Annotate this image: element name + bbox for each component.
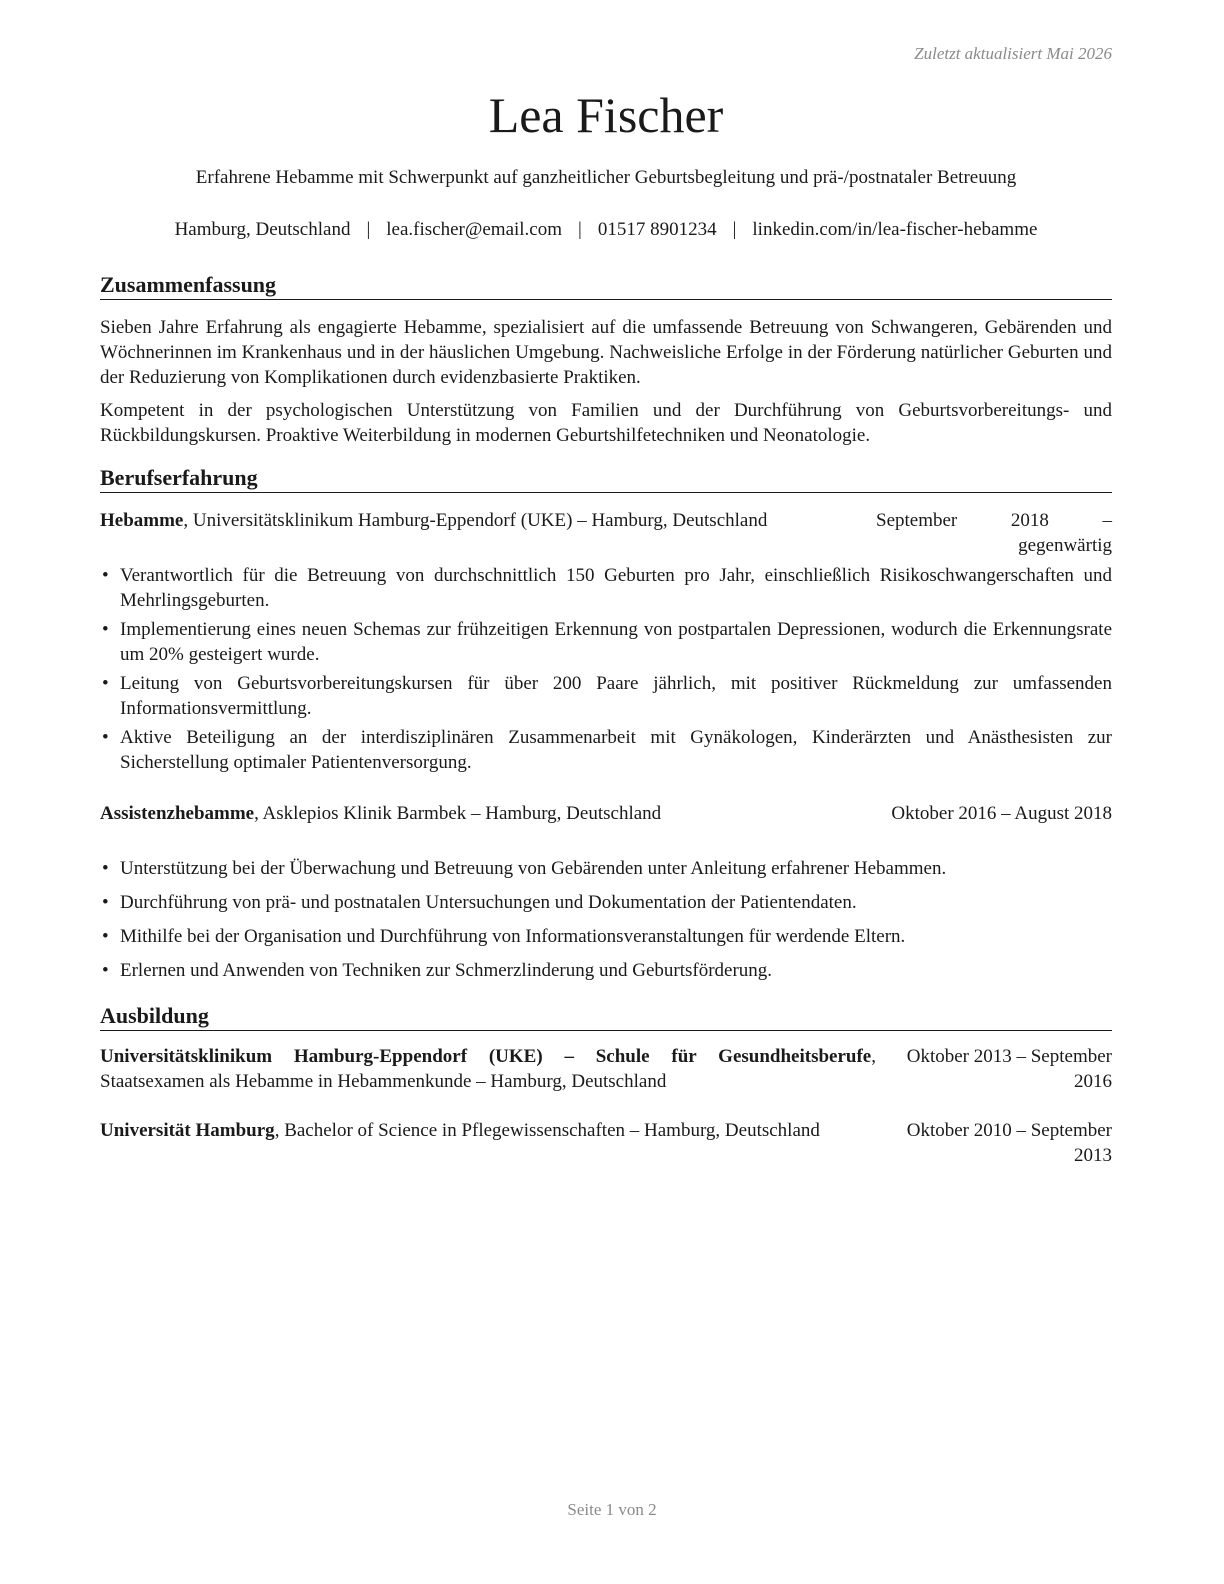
contact-email[interactable]: lea.fischer@email.com xyxy=(386,219,563,240)
job-role: Assistenzhebamme xyxy=(100,803,255,824)
list-item: • Leitung von Geburtsvorbereitungskursen für über 200 Paare jährlich, mit positiver Rückmeldung zur umfassenden Informationsvermittlung. xyxy=(100,671,1112,721)
list-item: • Verantwortlich für die Betreuung von durchschnittlich 150 Geburten pro Jahr, einschließlich Risikoschwangerschaften und Mehrlingsgeburten. xyxy=(100,563,1112,613)
summary-paragraph: Sieben Jahre Erfahrung als engagierte Hebamme, spezialisiert auf die umfassende Betreuung von Schwangeren, Gebärenden und Wöchnerinnen im Krankenhaus und in der häuslichen Umgebung. Nachweisliche Erfolge in der Förderung natürlicher Geburten und der Reduzierung von Komplikationen durch evidenzbasierte Praktiken. xyxy=(100,317,1112,388)
job-employer: , Universitätsklinikum Hamburg-Eppendorf (UKE) – Hamburg, Deutschland xyxy=(183,510,768,531)
job-dates: Oktober 2016 – August 2018 xyxy=(891,803,1112,824)
education-degree: , Staatsexamen als Hebamme in Hebammenkunde – Hamburg, Deutschland xyxy=(100,1046,876,1092)
job-bullet-list xyxy=(100,563,1112,775)
page-number: Seite 1 von 2 xyxy=(567,1500,657,1519)
education-dates: Oktober 2010 – September 2013 xyxy=(906,1120,1112,1166)
job-entry-header xyxy=(100,801,1112,851)
education-dates: Oktober 2013 – September 2016 xyxy=(906,1046,1112,1092)
section-title-education: Ausbildung xyxy=(100,1003,1112,1031)
job-entry-header xyxy=(100,508,1112,558)
last-updated: Zuletzt aktualisiert Mai 2026 xyxy=(914,44,1112,63)
job-dates: September 2018 – gegenwärtig xyxy=(876,510,1112,556)
section-title-summary: Zusammenfassung xyxy=(100,272,1112,300)
education-entry xyxy=(100,1044,1112,1094)
education-title-line xyxy=(100,1044,876,1094)
education-institution: Universitätsklinikum Hamburg-Eppendorf (UKE) – Schule für Gesundheitsberufe xyxy=(100,1046,872,1067)
list-item: • Unterstützung bei der Überwachung und Betreuung von Gebärenden unter Anleitung erfahrener Hebammen. xyxy=(100,856,1112,881)
contact-separator: | xyxy=(578,219,582,240)
job-title-line xyxy=(100,801,860,826)
job-role: Hebamme xyxy=(100,510,184,531)
tagline: Erfahrene Hebamme mit Schwerpunkt auf ganzheitlicher Geburtsbegleitung und prä-/postnataler Betreuung xyxy=(195,167,1017,188)
contact-separator: | xyxy=(366,219,371,240)
education-entry xyxy=(100,1118,1112,1168)
contact-separator: | xyxy=(732,219,737,240)
education-degree: , Bachelor of Science in Pflegewissenschaften – Hamburg, Deutschland xyxy=(274,1120,820,1141)
list-item: • Implementierung eines neuen Schemas zur frühzeitigen Erkennung von postpartalen Depressionen, wodurch die Erkennungsrate um 20% gesteigert wurde. xyxy=(100,617,1112,667)
contact-location: Hamburg, Deutschland xyxy=(174,219,351,240)
candidate-name: Lea Fischer xyxy=(488,87,724,143)
list-item: • Erlernen und Anwenden von Techniken zur Schmerzlinderung und Geburtsförderung. xyxy=(100,958,1112,983)
list-item: • Mithilfe bei der Organisation und Durchführung von Informationsveranstaltungen für werdende Eltern. xyxy=(100,924,1112,949)
job-employer: , Asklepios Klinik Barmbek – Hamburg, Deutschland xyxy=(254,803,662,824)
list-item: • Durchführung von prä- und postnatalen Untersuchungen und Dokumentation der Patientendaten. xyxy=(100,890,1112,915)
section-title-experience: Berufserfahrung xyxy=(100,465,1112,493)
contact-linkedin[interactable]: linkedin.com/in/lea-fischer-hebamme xyxy=(752,219,1038,240)
summary-paragraph: Kompetent in der psychologischen Unterstützung von Familien und der Durchführung von Geburtsvorbereitungs- und Rückbildungskursen. Proaktive Weiterbildung in modernen Geburtshilfetechniken und Neonatologie. xyxy=(100,400,1112,446)
job-bullet-list xyxy=(100,856,1112,983)
job-title-line xyxy=(100,508,860,533)
education-institution: Universität Hamburg xyxy=(100,1120,275,1141)
contact-phone[interactable]: 01517 8901234 xyxy=(597,219,717,240)
list-item: • Aktive Beteiligung an der interdisziplinären Zusammenarbeit mit Gynäkologen, Kinderärzten und Anästhesisten zur Sicherstellung optimaler Patientenversorgung. xyxy=(100,725,1112,775)
education-title-line xyxy=(100,1118,876,1143)
contact-line xyxy=(100,219,1112,241)
